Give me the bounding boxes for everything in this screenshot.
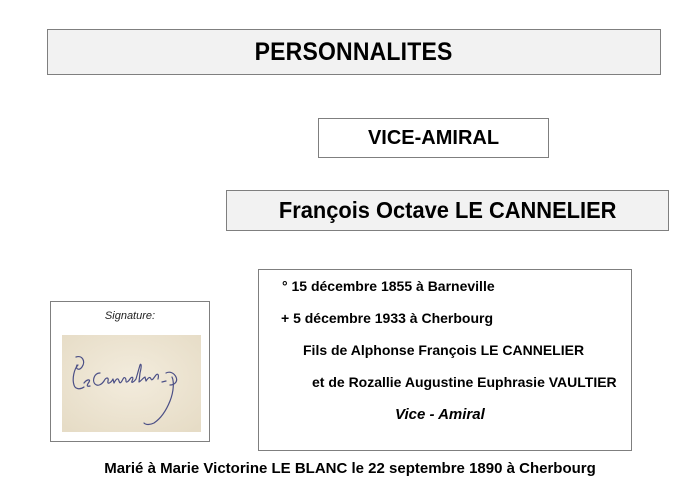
signature-image [62, 335, 201, 432]
header-banner [47, 29, 661, 75]
mother-line: et de Rozallie Augustine Euphrasie VAULTIER [312, 374, 617, 390]
name-banner [226, 190, 669, 231]
rank-title: VICE-AMIRAL [367, 126, 500, 149]
death-line: + 5 décembre 1933 à Cherbourg [281, 310, 494, 326]
marriage-line: Marié à Marie Victorine LE BLANC le 22 septembre 1890 à Cherbourg [104, 460, 596, 477]
signature-panel [50, 301, 210, 442]
father-line: Fils de Alphonse François LE CANNELIER [303, 342, 585, 358]
biography-panel [258, 269, 632, 451]
person-name: François Octave LE CANNELIER [278, 197, 617, 223]
page-title: PERSONNALITES [255, 37, 453, 66]
birth-line: ° 15 décembre 1855 à Barneville [282, 278, 495, 294]
rank-line: Vice - Amiral [395, 406, 485, 423]
rank-banner [318, 118, 549, 158]
signature-label: Signature: [104, 310, 156, 322]
